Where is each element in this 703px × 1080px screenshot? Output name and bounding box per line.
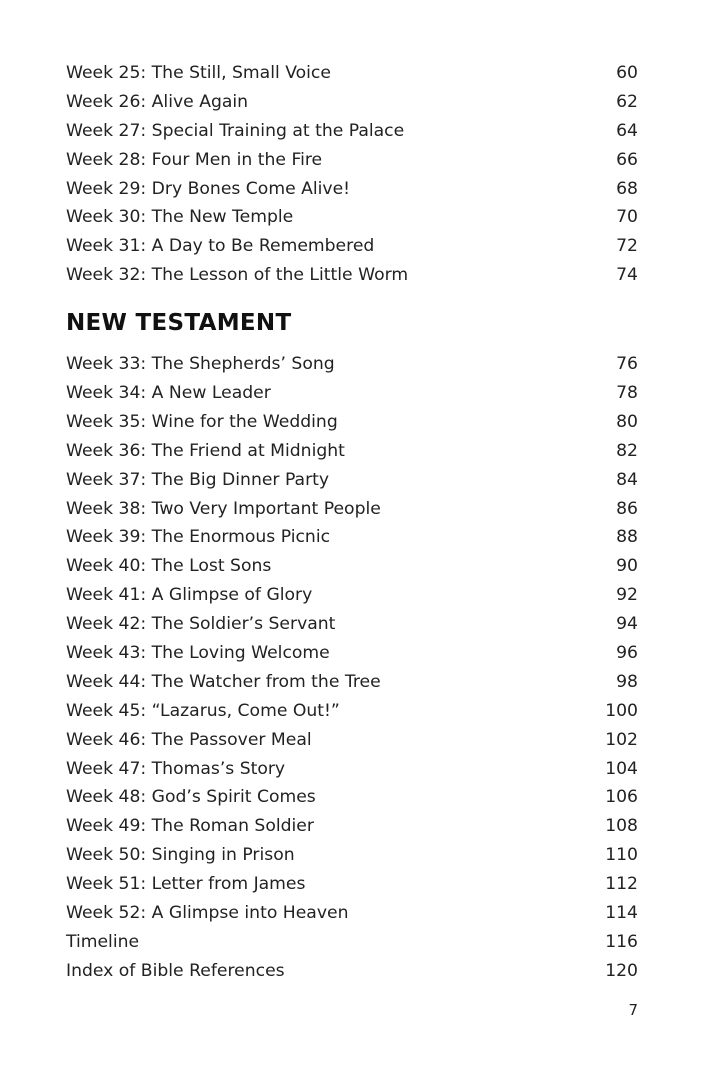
toc-entry-page-number: 102 <box>605 729 638 750</box>
toc-entry-page-number: 86 <box>616 498 638 519</box>
toc-entry <box>66 610 638 639</box>
toc-entry-page-number: 110 <box>605 845 638 866</box>
toc-list-new-testament <box>66 350 638 986</box>
toc-entry <box>66 466 638 495</box>
page-number: 7 <box>628 1001 638 1019</box>
toc-entry <box>66 523 638 552</box>
toc-entry <box>66 408 638 437</box>
toc-entry-page-number: 114 <box>605 903 638 924</box>
toc-entry <box>66 146 638 175</box>
toc-entry-title: Week 52: A Glimpse into Heaven <box>66 903 349 924</box>
toc-entry-title: Week 29: Dry Bones Come Alive! <box>66 178 351 199</box>
toc-entry <box>66 232 638 261</box>
toc-entry <box>66 726 638 755</box>
toc-entry-title: Week 41: A Glimpse of Glory <box>66 585 313 606</box>
toc-entry <box>66 175 638 204</box>
toc-entry-title: Week 49: The Roman Soldier <box>66 816 314 837</box>
toc-entry-title: Week 48: God’s Spirit Comes <box>66 787 316 808</box>
toc-entry-title: Week 27: Special Training at the Palace <box>66 120 405 141</box>
toc-entry-title: Week 45: “Lazarus, Come Out!” <box>66 700 340 721</box>
toc-entry-title: Week 37: The Big Dinner Party <box>66 469 330 490</box>
toc-entry-page-number: 74 <box>616 265 638 286</box>
toc-entry-title: Week 31: A Day to Be Remembered <box>66 236 375 257</box>
table-of-contents <box>66 59 638 986</box>
toc-entry <box>66 957 638 986</box>
toc-entry-page-number: 98 <box>616 671 638 692</box>
toc-entry-page-number: 60 <box>616 63 638 83</box>
toc-entry <box>66 88 638 117</box>
toc-entry-page-number: 96 <box>616 643 638 664</box>
toc-entry-title: Week 33: The Shepherds’ Song <box>66 354 335 375</box>
toc-entry <box>66 755 638 784</box>
toc-entry-title: Week 38: Two Very Important People <box>66 498 381 519</box>
toc-entry-page-number: 80 <box>616 411 638 432</box>
toc-entry-page-number: 104 <box>605 758 638 779</box>
toc-list-old-testament-continued <box>66 59 638 290</box>
toc-entry-title: Week 25: The Still, Small Voice <box>66 63 331 83</box>
toc-entry-page-number: 84 <box>616 469 638 490</box>
toc-entry-page-number: 76 <box>616 354 638 375</box>
toc-entry-page-number: 66 <box>616 149 638 170</box>
toc-entry-title: Week 50: Singing in Prison <box>66 845 295 866</box>
toc-entry-page-number: 106 <box>605 787 638 808</box>
toc-entry-page-number: 72 <box>616 236 638 257</box>
toc-entry <box>66 379 638 408</box>
toc-entry <box>66 928 638 957</box>
toc-entry <box>66 350 638 379</box>
toc-entry-title: Week 26: Alive Again <box>66 91 249 112</box>
toc-entry <box>66 841 638 870</box>
toc-entry <box>66 783 638 812</box>
toc-entry-page-number: 120 <box>605 960 638 981</box>
toc-entry-page-number: 88 <box>616 527 638 548</box>
toc-entry-title: Week 47: Thomas’s Story <box>66 758 286 779</box>
toc-entry <box>66 697 638 726</box>
toc-entry <box>66 495 638 524</box>
toc-entry-title: Week 32: The Lesson of the Little Worm <box>66 265 409 286</box>
toc-entry-title: Week 43: The Loving Welcome <box>66 643 330 664</box>
toc-entry-title: Week 36: The Friend at Midnight <box>66 440 345 461</box>
toc-entry <box>66 117 638 146</box>
toc-entry <box>66 261 638 290</box>
toc-entry-page-number: 82 <box>616 440 638 461</box>
toc-entry <box>66 812 638 841</box>
toc-entry <box>66 899 638 928</box>
toc-entry-title: Week 42: The Soldier’s Servant <box>66 614 336 635</box>
toc-entry-page-number: 62 <box>616 91 638 112</box>
toc-entry-page-number: 108 <box>605 816 638 837</box>
toc-entry-page-number: 90 <box>616 556 638 577</box>
toc-entry-page-number: 70 <box>616 207 638 228</box>
section-heading-new-testament: NEW TESTAMENT <box>66 310 292 337</box>
toc-entry-title: Week 34: A New Leader <box>66 383 271 404</box>
toc-entry <box>66 552 638 581</box>
toc-entry-title: Index of Bible References <box>66 960 285 981</box>
toc-entry <box>66 59 638 88</box>
toc-entry-page-number: 78 <box>616 383 638 404</box>
toc-entry <box>66 668 638 697</box>
toc-entry-page-number: 112 <box>605 874 638 895</box>
toc-entry-title: Week 51: Letter from James <box>66 874 306 895</box>
toc-entry-page-number: 94 <box>616 614 638 635</box>
toc-entry-page-number: 64 <box>616 120 638 141</box>
toc-entry-title: Week 39: The Enormous Picnic <box>66 527 331 548</box>
toc-entry <box>66 581 638 610</box>
toc-entry-title: Week 28: Four Men in the Fire <box>66 149 323 170</box>
toc-entry-page-number: 100 <box>605 700 638 721</box>
toc-entry-title: Week 30: The New Temple <box>66 207 294 228</box>
toc-entry <box>66 870 638 899</box>
toc-entry-title: Week 40: The Lost Sons <box>66 556 272 577</box>
toc-entry <box>66 639 638 668</box>
toc-entry-title: Timeline <box>66 931 140 952</box>
toc-entry-page-number: 68 <box>616 178 638 199</box>
toc-entry-title: Week 46: The Passover Meal <box>66 729 312 750</box>
toc-entry <box>66 437 638 466</box>
toc-entry-page-number: 92 <box>616 585 638 606</box>
toc-entry-title: Week 44: The Watcher from the Tree <box>66 671 381 692</box>
toc-entry-page-number: 116 <box>605 931 638 952</box>
toc-entry <box>66 203 638 232</box>
toc-entry-title: Week 35: Wine for the Wedding <box>66 411 338 432</box>
